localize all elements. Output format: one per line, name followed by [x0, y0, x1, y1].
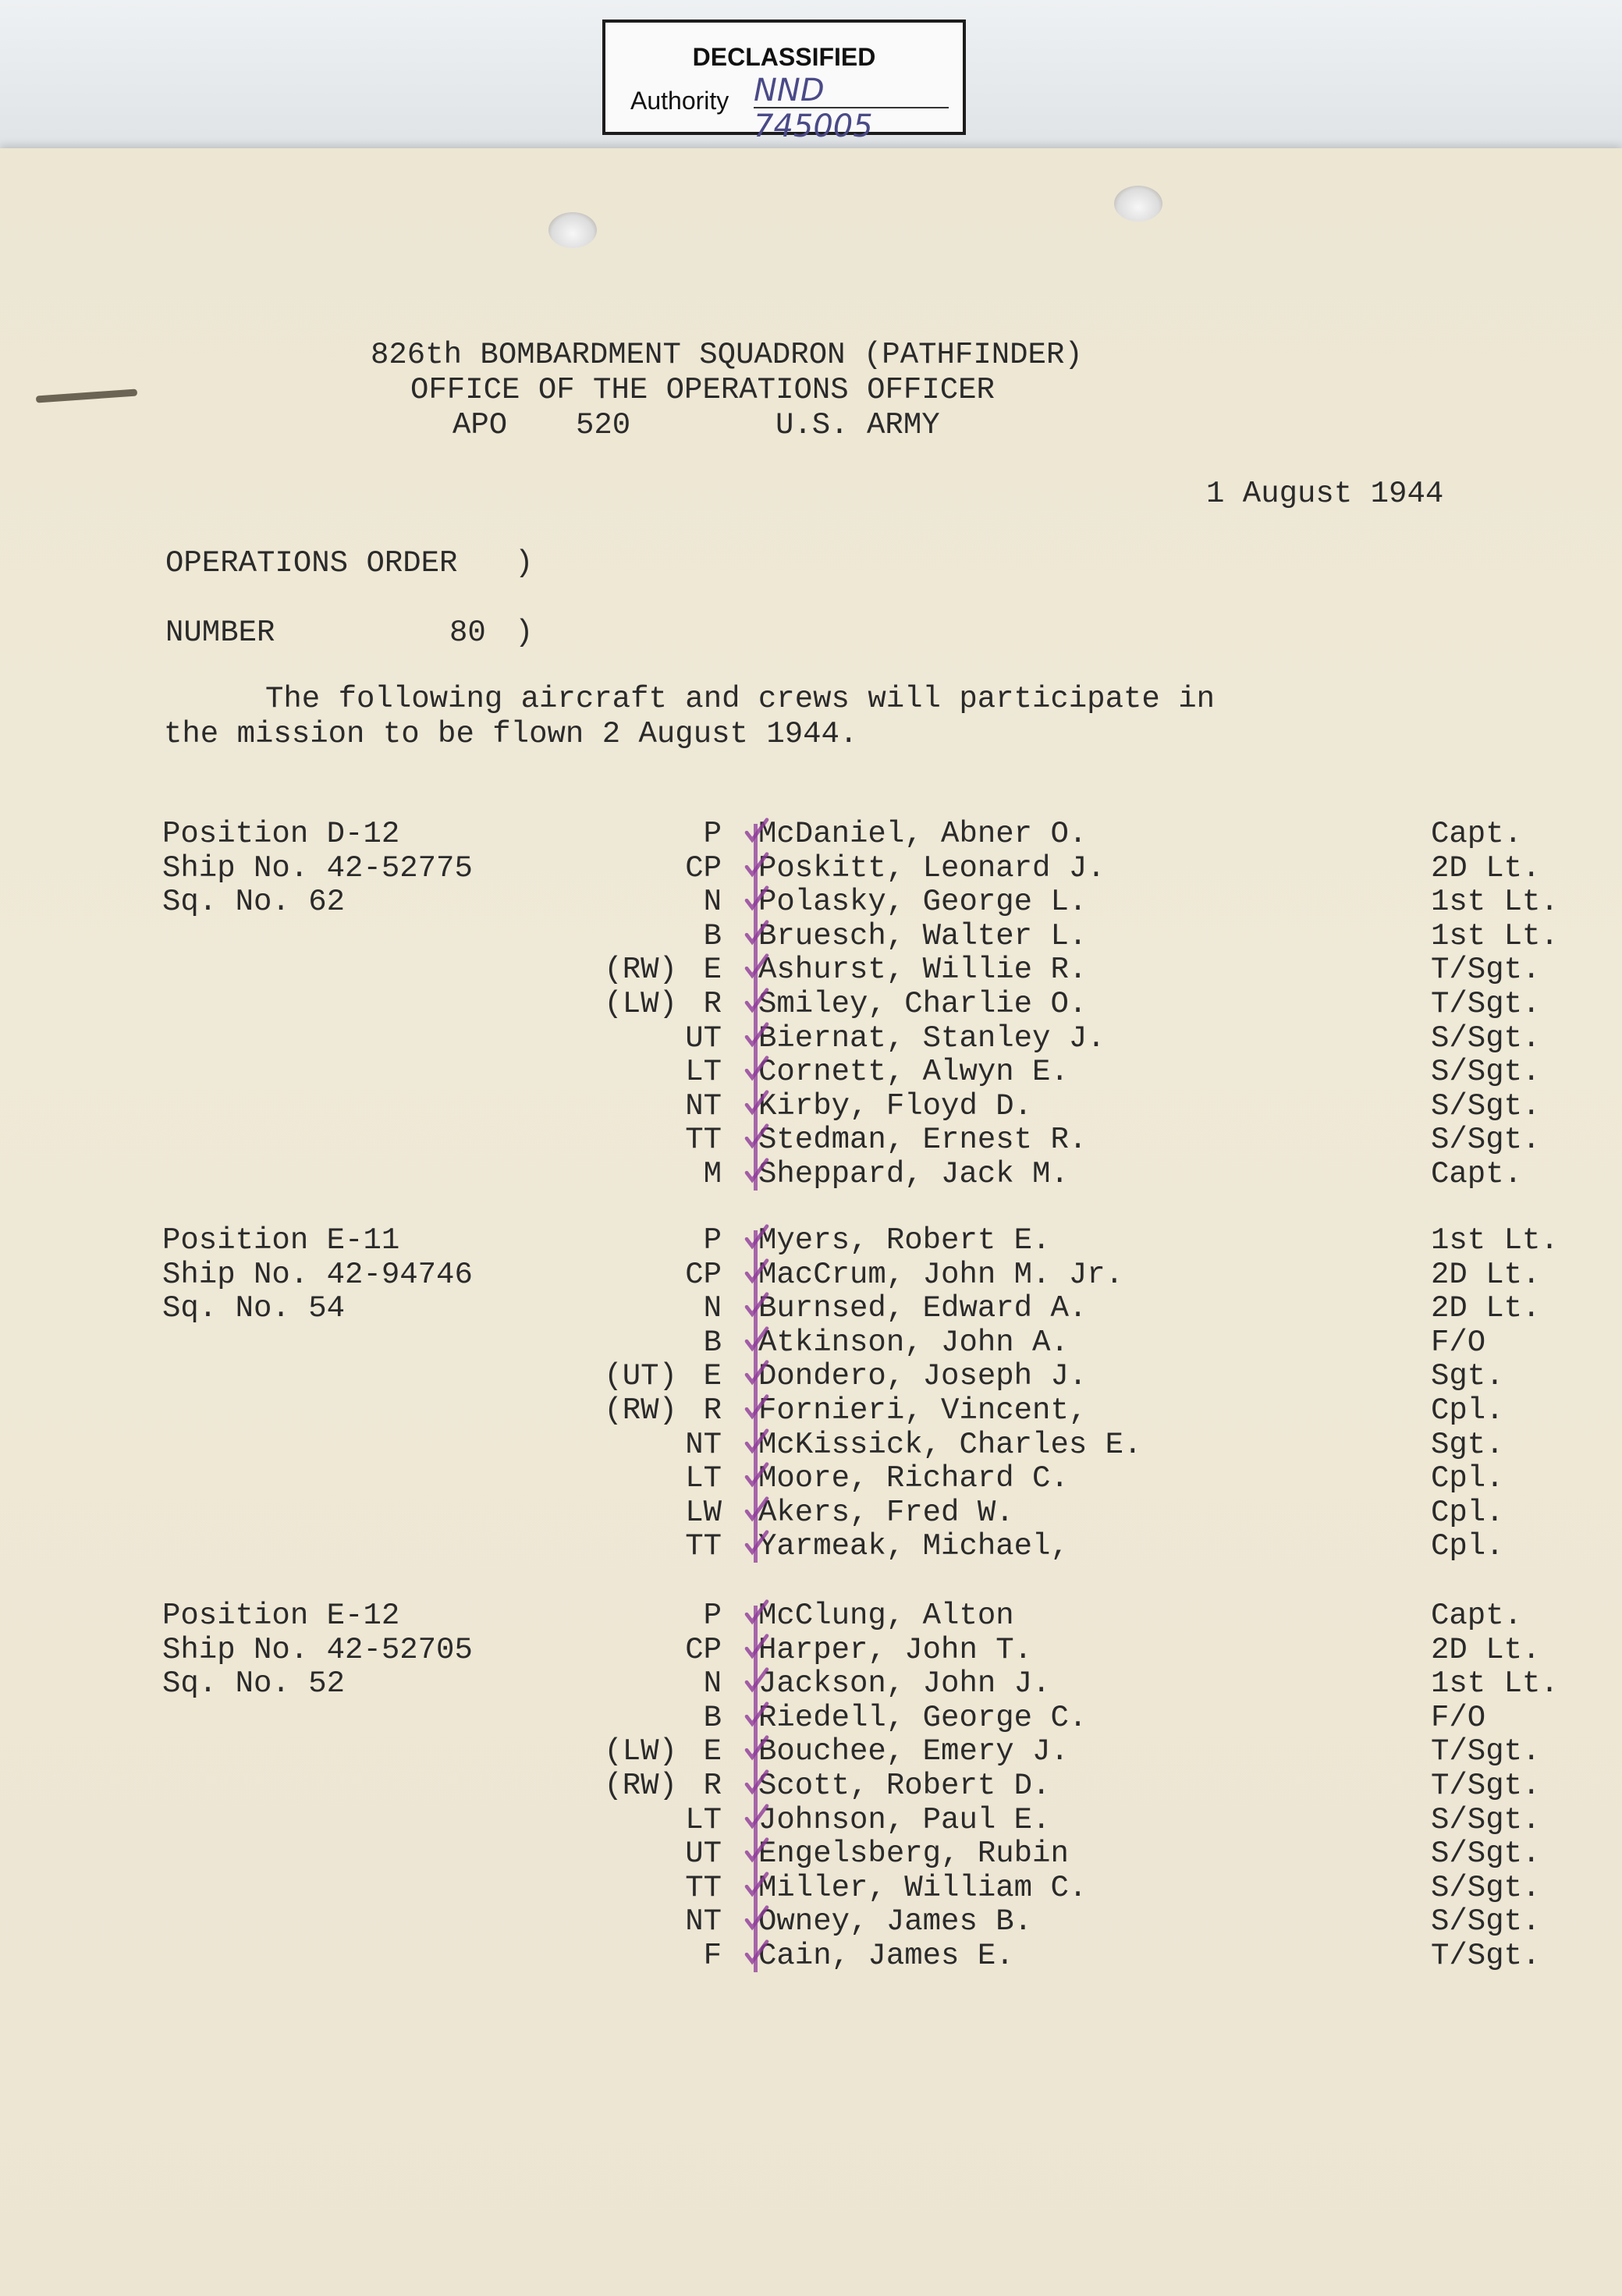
check-mark-icon: [741, 1495, 772, 1526]
member-rank: 1st Lt.: [1431, 1223, 1559, 1258]
member-position-extra: (RW): [604, 1769, 677, 1803]
member-duty-code: LW: [685, 1495, 722, 1530]
member-name: Scott, Robert D.: [758, 1769, 1051, 1803]
member-duty-code: NT: [685, 1904, 722, 1939]
staple-mark: [36, 389, 137, 403]
member-rank: 2D Lt.: [1431, 850, 1541, 885]
member-name: Bruesch, Walter L.: [758, 918, 1088, 953]
member-rank: Capt.: [1431, 1157, 1523, 1191]
crew-squadron: Sq. No. 54: [162, 1291, 346, 1326]
document-date: 1 August 1944: [1206, 477, 1444, 511]
stamp-authority-label: Authority: [630, 87, 729, 115]
check-mark-icon: [741, 1223, 772, 1254]
member-duty-code: R: [703, 1393, 722, 1428]
member-rank: T/Sgt.: [1431, 1939, 1541, 1973]
member-rank: Capt.: [1431, 817, 1523, 851]
member-name: Harper, John T.: [758, 1632, 1033, 1667]
order-number-label: NUMBER: [165, 616, 275, 650]
member-duty-code: E: [703, 953, 722, 988]
member-rank: Sgt.: [1431, 1427, 1504, 1462]
document-page: [0, 148, 1622, 2296]
check-mark-icon: [741, 1054, 772, 1085]
member-rank: S/Sgt.: [1431, 1802, 1541, 1837]
punch-hole: [1114, 186, 1162, 222]
member-name: Stedman, Ernest R.: [758, 1123, 1088, 1158]
member-name: Miller, William C.: [758, 1870, 1088, 1905]
member-duty-code: F: [703, 1939, 722, 1973]
member-name: MacCrum, John M. Jr.: [758, 1257, 1124, 1292]
member-name: McDaniel, Abner O.: [758, 817, 1088, 851]
member-duty-code: R: [703, 1769, 722, 1803]
member-name: Poskitt, Leonard J.: [758, 850, 1106, 885]
member-name: Jackson, John J.: [758, 1666, 1051, 1702]
header-army: U.S. ARMY: [776, 408, 940, 442]
member-duty-code: B: [703, 1325, 722, 1360]
member-rank: 1st Lt.: [1431, 885, 1559, 920]
check-mark-icon: [741, 918, 772, 949]
member-rank: 1st Lt.: [1431, 1666, 1559, 1702]
member-duty-code: UT: [685, 1836, 722, 1872]
member-name: Cain, James E.: [758, 1939, 1014, 1973]
member-rank: Cpl.: [1431, 1393, 1504, 1428]
member-duty-code: N: [703, 1291, 722, 1326]
member-name: Fornieri, Vincent,: [758, 1393, 1088, 1428]
member-duty-code: E: [703, 1359, 722, 1394]
member-position-extra: (UT): [604, 1359, 677, 1394]
check-mark-icon: [741, 1020, 772, 1052]
member-name: Bouchee, Emery J.: [758, 1734, 1069, 1769]
member-rank: F/O: [1431, 1700, 1486, 1735]
member-rank: Cpl.: [1431, 1461, 1504, 1496]
order-number: 80: [449, 616, 486, 650]
header-office: OFFICE OF THE OPERATIONS OFFICER: [410, 373, 995, 407]
member-rank: 2D Lt.: [1431, 1291, 1541, 1326]
member-name: Ashurst, Willie R.: [758, 953, 1088, 988]
check-mark-icon: [741, 1768, 772, 1799]
crew-ship: Ship No. 42-52705: [162, 1632, 473, 1667]
check-mark-icon: [741, 1088, 772, 1120]
member-position-extra: (RW): [604, 953, 677, 988]
crew-squadron: Sq. No. 62: [162, 885, 346, 920]
punch-hole: [548, 212, 597, 248]
check-mark-icon: [741, 1528, 772, 1560]
member-rank: S/Sgt.: [1431, 1055, 1541, 1090]
member-name: Biernat, Stanley J.: [758, 1020, 1106, 1056]
check-mark-icon: [741, 1870, 772, 1901]
member-rank: Sgt.: [1431, 1359, 1504, 1394]
member-rank: T/Sgt.: [1431, 1769, 1541, 1803]
order-label: OPERATIONS ORDER: [165, 546, 458, 580]
check-mark-icon: [741, 1836, 772, 1867]
member-rank: 1st Lt.: [1431, 918, 1559, 953]
member-name: Moore, Richard C.: [758, 1461, 1069, 1496]
crew-ship: Ship No. 42-52775: [162, 850, 473, 885]
member-duty-code: B: [703, 918, 722, 953]
stamp-title: DECLASSIFIED: [692, 43, 876, 71]
member-name: Burnsed, Edward A.: [758, 1291, 1088, 1326]
header-apo-number: 520: [576, 408, 631, 442]
member-name: Riedell, George C.: [758, 1700, 1088, 1735]
member-name: Akers, Fred W.: [758, 1495, 1014, 1530]
check-mark-icon: [741, 1393, 772, 1424]
check-mark-icon: [741, 1632, 772, 1663]
header-apo-label: APO: [453, 408, 508, 442]
member-duty-code: R: [703, 987, 722, 1021]
check-mark-icon: [741, 1156, 772, 1187]
declassified-stamp: [602, 20, 966, 144]
member-duty-code: N: [703, 1666, 722, 1702]
member-duty-code: TT: [685, 1123, 722, 1158]
member-rank: S/Sgt.: [1431, 1123, 1541, 1158]
member-duty-code: CP: [685, 850, 722, 885]
check-mark-icon: [741, 1358, 772, 1389]
member-duty-code: LT: [685, 1055, 722, 1090]
member-duty-code: CP: [685, 1257, 722, 1292]
check-mark-icon: [741, 1290, 772, 1322]
member-name: Sheppard, Jack M.: [758, 1157, 1069, 1191]
member-duty-code: B: [703, 1700, 722, 1735]
member-rank: T/Sgt.: [1431, 987, 1541, 1021]
member-duty-code: LT: [685, 1802, 722, 1837]
check-mark-icon: [741, 850, 772, 882]
check-mark-icon: [741, 1700, 772, 1731]
crew-ship: Ship No. 42-94746: [162, 1257, 473, 1292]
member-name: Yarmeak, Michael,: [758, 1529, 1069, 1564]
crew-position: Position E-11: [162, 1223, 400, 1258]
check-mark-icon: [741, 1257, 772, 1288]
member-position-extra: (LW): [604, 987, 677, 1021]
intro-line-2: the mission to be flown 2 August 1944.: [164, 717, 858, 751]
member-rank: S/Sgt.: [1431, 1088, 1541, 1123]
order-bracket: ): [515, 616, 534, 650]
member-name: Owney, James B.: [758, 1904, 1033, 1939]
check-mark-icon: [741, 1904, 772, 1935]
check-mark-icon: [741, 1938, 772, 1969]
member-rank: S/Sgt.: [1431, 1020, 1541, 1056]
crew-squadron: Sq. No. 52: [162, 1666, 346, 1702]
member-duty-code: P: [703, 1223, 722, 1258]
member-rank: Cpl.: [1431, 1495, 1504, 1530]
check-mark-icon: [741, 884, 772, 915]
member-duty-code: E: [703, 1734, 722, 1769]
member-duty-code: NT: [685, 1427, 722, 1462]
member-duty-code: P: [703, 817, 722, 851]
member-rank: Cpl.: [1431, 1529, 1504, 1564]
member-rank: T/Sgt.: [1431, 953, 1541, 988]
member-position-extra: (RW): [604, 1393, 677, 1428]
member-duty-code: P: [703, 1599, 722, 1633]
check-mark-icon: [741, 1122, 772, 1153]
member-rank: T/Sgt.: [1431, 1734, 1541, 1769]
member-rank: 2D Lt.: [1431, 1632, 1541, 1667]
check-mark-icon: [741, 1666, 772, 1697]
check-mark-icon: [741, 1802, 772, 1833]
check-mark-icon: [741, 1460, 772, 1492]
member-position-extra: (LW): [604, 1734, 677, 1769]
member-duty-code: TT: [685, 1870, 722, 1905]
member-name: Atkinson, John A.: [758, 1325, 1069, 1360]
member-name: McKissick, Charles E.: [758, 1427, 1142, 1462]
member-duty-code: TT: [685, 1529, 722, 1564]
check-mark-icon: [741, 986, 772, 1017]
check-mark-icon: [741, 816, 772, 847]
member-rank: S/Sgt.: [1431, 1836, 1541, 1872]
check-mark-icon: [741, 1325, 772, 1356]
check-mark-icon: [741, 1598, 772, 1629]
member-duty-code: UT: [685, 1020, 722, 1056]
member-rank: S/Sgt.: [1431, 1904, 1541, 1939]
member-name: Kirby, Floyd D.: [758, 1088, 1033, 1123]
member-duty-code: CP: [685, 1632, 722, 1667]
header-squadron: 826th BOMBARDMENT SQUADRON (PATHFINDER): [371, 338, 1083, 372]
member-name: Cornett, Alwyn E.: [758, 1055, 1069, 1090]
member-duty-code: NT: [685, 1088, 722, 1123]
member-rank: 2D Lt.: [1431, 1257, 1541, 1292]
intro-line-1: The following aircraft and crews will participate in: [265, 682, 1215, 716]
check-mark-icon: [741, 952, 772, 983]
member-duty-code: LT: [685, 1461, 722, 1496]
member-name: Myers, Robert E.: [758, 1223, 1051, 1258]
member-name: Polasky, George L.: [758, 885, 1088, 920]
member-rank: Capt.: [1431, 1599, 1523, 1633]
member-name: Smiley, Charlie O.: [758, 987, 1088, 1021]
member-duty-code: N: [703, 885, 722, 920]
stamp-authority-value: NND 745005: [754, 73, 949, 108]
member-name: Engelsberg, Rubin: [758, 1836, 1069, 1872]
crew-position: Position E-12: [162, 1599, 400, 1633]
member-rank: F/O: [1431, 1325, 1486, 1360]
member-duty-code: M: [703, 1157, 722, 1191]
member-name: Johnson, Paul E.: [758, 1802, 1051, 1837]
member-name: Dondero, Joseph J.: [758, 1359, 1088, 1394]
order-bracket: ): [515, 546, 534, 580]
check-mark-icon: [741, 1734, 772, 1765]
member-name: McClung, Alton: [758, 1599, 1014, 1633]
check-mark-icon: [741, 1427, 772, 1458]
crew-position: Position D-12: [162, 817, 400, 851]
member-rank: S/Sgt.: [1431, 1870, 1541, 1905]
